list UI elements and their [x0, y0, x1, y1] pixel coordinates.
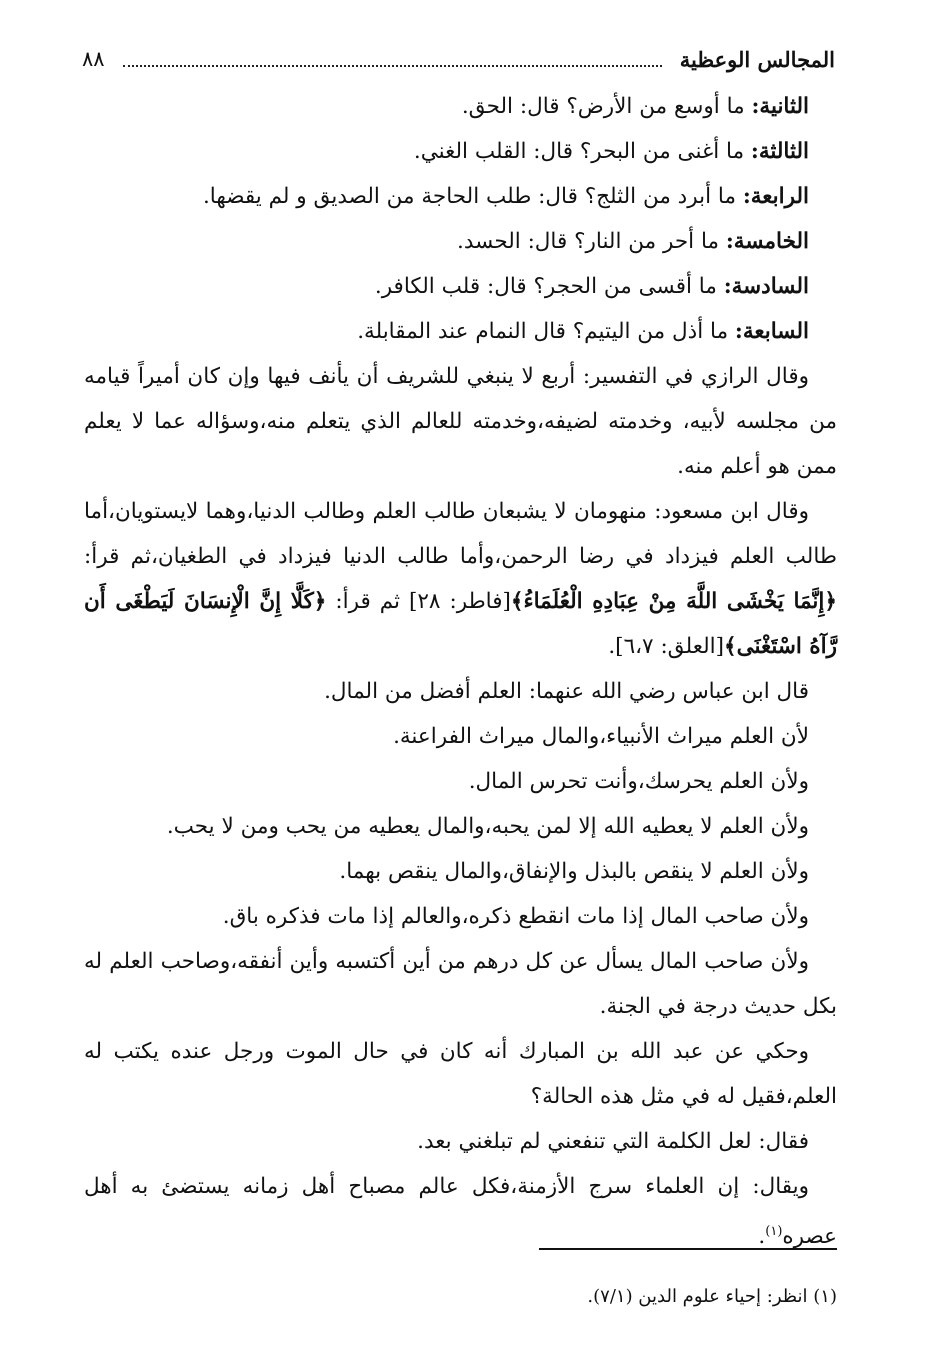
question-line: [84, 84, 837, 129]
footnote: (١) انظر: إحياء علوم الدين (٧/١).: [587, 1286, 837, 1307]
running-header: [82, 42, 835, 76]
question-label: الثانية:: [751, 94, 809, 119]
reason-line: ولأن العلم يحرسك،وأنت تحرس المال.: [468, 769, 809, 794]
question-label: الرابعة:: [742, 184, 809, 209]
question-label: السادسة:: [723, 274, 809, 299]
question-line: [84, 129, 837, 174]
question-text: ما أقسى من الحجر؟ قال: قلب الكافر.: [374, 274, 724, 299]
paragraph-scholars-lamps: [84, 1164, 837, 1259]
question-text: ما أغنى من البحر؟ قال: القلب الغني.: [413, 139, 751, 164]
page-number: ٨٨: [82, 47, 105, 71]
paragraph-ibn-mubarak: وحكي عن عبد الله بن المبارك أنه كان في حال الموت ورجل عنده يكتب له العلم،فقيل له في مثل هذه الحالة؟: [84, 1039, 837, 1109]
reason-line: ولأن صاحب المال إذا مات انقطع ذكره،والعالم إذا مات فذكره باق.: [222, 904, 809, 929]
question-line: [84, 219, 837, 264]
reason-line: لأن العلم ميراث الأنبياء،والمال ميراث الفراعنة.: [393, 724, 809, 749]
reason-line: ولأن العلم لا ينقص بالبذل والإنفاق،والمال ينقص بهما.: [339, 859, 809, 884]
question-line: [84, 264, 837, 309]
quran-verse-alaq: ﴿كَلَّا إِنَّ الْإِنسَانَ لَيَطْغَى أَن رَّآهُ اسْتَغْنَى﴾: [84, 589, 837, 659]
question-label: الثالثة:: [750, 139, 809, 164]
reason-line: ولأن صاحب المال يسأل عن كل درهم من أين أكتسبه وأين أنفقه،وصاحب العلم له بكل حديث درجة في الجنة.: [84, 949, 837, 1019]
question-text: ما أحر من النار؟ قال: الحسد.: [457, 229, 726, 254]
body-text: [84, 84, 837, 1259]
question-label: الخامسة:: [725, 229, 809, 254]
masud-intro: وقال ابن مسعود: منهومان لا يشبعان طالب العلم وطالب الدنيا،وهما لايستويان،أما طالب العلم فيزداد في رضا الرحمن،وأما طالب الدنيا فيزداد في الطغيان،ثم قرأ:: [84, 499, 837, 569]
verse-reference-alaq: [العلق: ٦،٧].: [608, 634, 725, 659]
footnote-separator: [539, 1248, 837, 1250]
header-dotted-leader: [123, 51, 662, 67]
question-line: [84, 309, 837, 354]
reason-line: ولأن العلم لا يعطيه الله إلا لمن يحبه،والمال يعطيه من يحب ومن لا يحب.: [166, 814, 809, 839]
question-label: السابعة:: [734, 319, 809, 344]
lamps-end: .: [758, 1224, 766, 1250]
question-text: ما أذل من اليتيم؟ قال النمام عند المقابلة.: [357, 319, 735, 344]
question-line: [84, 174, 837, 219]
paragraph-ibn-masud: [84, 489, 837, 669]
lamps-text: ويقال: إن العلماء سرج الأزمنة،فكل عالم مصباح أهل زمانه يستضئ به أهل عصره: [84, 1174, 837, 1250]
book-title: المجالس الوعظية: [679, 46, 835, 72]
question-text: ما أوسع من الأرض؟ قال: الحق.: [461, 94, 752, 119]
paragraph-razi: وقال الرازي في التفسير: أربع لا ينبغي للشريف أن يأنف فيها وإن كان أميراً قيامه من مجلسه لأبيه، وخدمته لضيفه،وخدمته للعالم الذي يتعلم منه،وسؤاله عما لا يعلم ممن هو أعلم منه.: [84, 364, 837, 479]
quran-verse-fatir: ﴿إِنَّمَا يَخْشَى اللَّهَ مِنْ عِبَادِهِ الْعُلَمَاءُ﴾: [510, 589, 837, 614]
paragraph-mubarak-reply: فقال: لعل الكلمة التي تنفعني لم تبلغني بعد.: [417, 1129, 809, 1154]
paragraph-ibn-abbas: قال ابن عباس رضي الله عنهما: العلم أفضل من المال.: [324, 679, 809, 704]
question-text: ما أبرد من الثلج؟ قال: طلب الحاجة من الصديق و لم يقضها.: [202, 184, 743, 209]
verse-reference-fatir: [فاطر: ٢٨] ثم قرأ:: [326, 589, 511, 614]
footnote-marker: (١): [765, 1224, 783, 1239]
